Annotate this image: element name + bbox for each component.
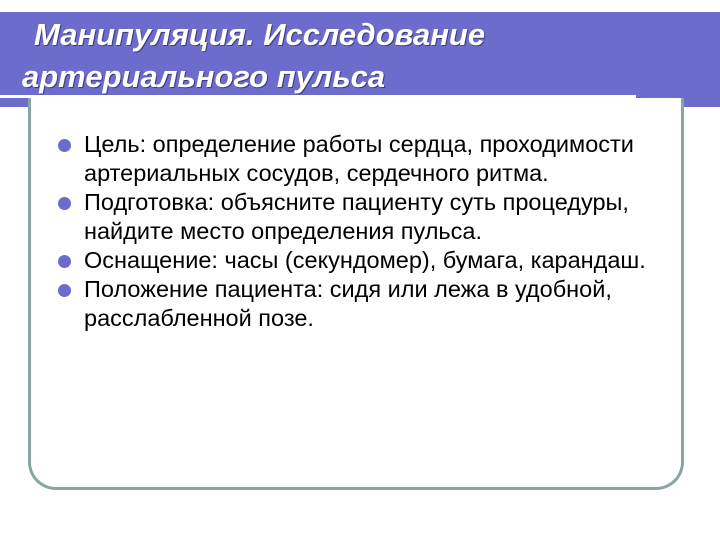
bullet-dot-icon [58,255,71,268]
bullet-item-preparation [60,188,660,246]
bullet-item-equipment [60,246,660,275]
bullet-dot-icon [58,284,71,297]
bullet-text: Положение пациента: сидя или лежа в удобной, расслабленной позе. [84,276,612,331]
bullet-item-goal [60,130,660,188]
bullet-dot-icon [58,197,71,210]
bullet-text: Оснащение: часы (секундомер), бумага, карандаш. [84,247,646,273]
bullet-list [60,130,660,333]
bullet-dot-icon [58,139,71,152]
bullet-text: Подготовка: объясните пациенту суть процедуры, найдите место определения пульса. [84,189,629,244]
bullet-item-position [60,275,660,333]
title-line-1: Манипуляция. Исследование [34,17,486,52]
title-line-2: артериального пульса [22,59,386,94]
slide-title [22,14,642,98]
bullet-text: Цель: определение работы сердца, проходимости артериальных сосудов, сердечного ритма. [84,131,634,186]
